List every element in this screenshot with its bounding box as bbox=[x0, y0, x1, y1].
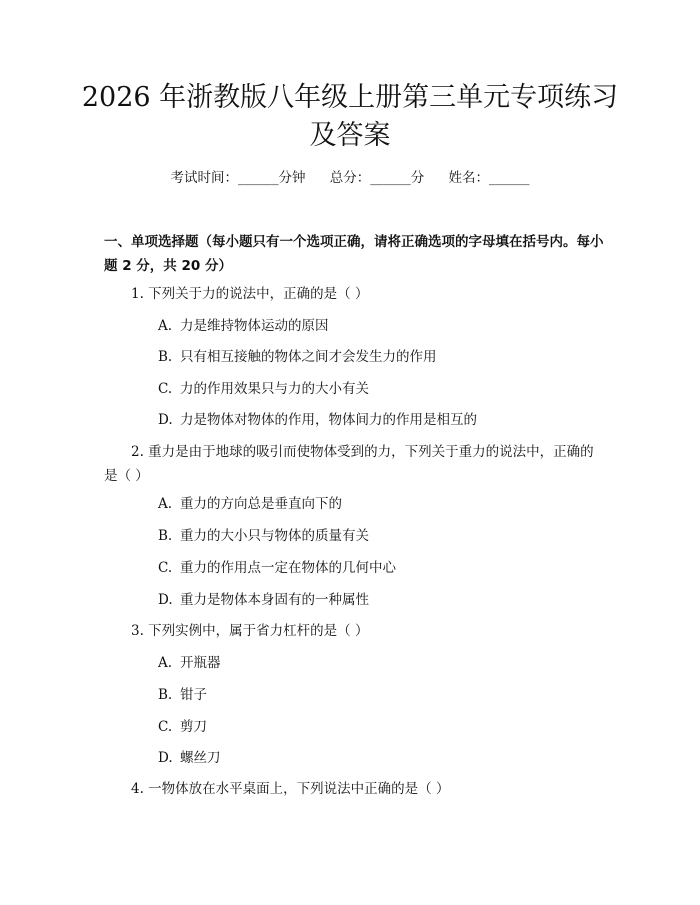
exam-time-field bbox=[170, 168, 305, 188]
option-letter: B. bbox=[158, 687, 173, 703]
option-text: 力的作用效果只与力的大小有关 bbox=[180, 381, 369, 397]
option-letter: B. bbox=[158, 528, 173, 544]
option-letter: A. bbox=[158, 318, 173, 334]
option-letter: D. bbox=[158, 592, 173, 608]
page-title-line-2: 及答案 bbox=[309, 120, 391, 151]
student-name-blank: ______ bbox=[489, 170, 530, 186]
option-letter: A. bbox=[158, 655, 173, 671]
option-text: 重力的大小只与物体的质量有关 bbox=[180, 528, 369, 544]
section-heading-single-choice: 一、单项选择题（每小题只有一个选项正确，请将正确选项的字母填在括号内。每小题 2 分，共 20 分） bbox=[104, 234, 604, 274]
exam-time-blank: ______ bbox=[237, 170, 279, 186]
total-score-field bbox=[330, 168, 425, 188]
option-letter: B. bbox=[158, 349, 173, 365]
option-text: 只有相互接触的物体之间才会发生力的作用 bbox=[180, 349, 437, 365]
option-text: 重力的作用点一定在物体的几何中心 bbox=[180, 560, 396, 576]
option-text: 螺丝刀 bbox=[180, 750, 221, 766]
student-name-field bbox=[449, 168, 530, 188]
option-letter: C. bbox=[158, 719, 173, 735]
student-name-label: 姓名： bbox=[448, 170, 490, 186]
exam-time-label: 考试时间： bbox=[170, 170, 238, 186]
question-2-option-a bbox=[158, 492, 598, 516]
page-title-line-1: 2026 年浙教版八年级上册第三单元专项练习 bbox=[81, 82, 619, 113]
question-2: 2. 重力是由于地球的吸引而使物体受到的力，下列关于重力的说法中，正确的是（ ） bbox=[104, 444, 594, 484]
question-3-option-b bbox=[158, 683, 598, 707]
option-letter: C. bbox=[158, 381, 173, 397]
question-1: 1. 下列关于力的说法中，正确的是（ ） bbox=[131, 286, 369, 302]
question-3-option-a bbox=[158, 651, 598, 675]
option-text: 重力的方向总是垂直向下的 bbox=[180, 496, 342, 512]
option-text: 钳子 bbox=[180, 687, 207, 703]
question-1-option-d bbox=[158, 408, 598, 432]
option-letter: C. bbox=[158, 560, 173, 576]
option-text: 力是物体对物体的作用，物体间力的作用是相互的 bbox=[180, 412, 477, 428]
question-2-option-b bbox=[158, 524, 598, 548]
exam-time-unit: 分钟 bbox=[278, 170, 306, 186]
question-4: 4. 一物体放在水平桌面上，下列说法中正确的是（ ） bbox=[131, 781, 450, 797]
question-3-option-c bbox=[158, 715, 598, 739]
option-letter: A. bbox=[158, 496, 173, 512]
question-3: 3. 下列实例中，属于省力杠杆的是（ ） bbox=[131, 623, 369, 639]
question-2-option-d bbox=[158, 588, 598, 612]
exam-info bbox=[0, 168, 700, 188]
total-score-label: 总分： bbox=[329, 170, 371, 186]
question-3-option-d bbox=[158, 746, 598, 770]
option-text: 力是维持物体运动的原因 bbox=[180, 318, 329, 334]
total-score-blank: ______ bbox=[370, 170, 411, 186]
total-score-unit: 分 bbox=[410, 170, 425, 186]
question-1-option-c bbox=[158, 377, 598, 401]
option-text: 重力是物体本身固有的一种属性 bbox=[180, 592, 369, 608]
option-text: 剪刀 bbox=[180, 719, 207, 735]
question-1-option-a bbox=[158, 314, 598, 338]
question-2-option-c bbox=[158, 556, 598, 580]
option-letter: D. bbox=[158, 750, 173, 766]
option-letter: D. bbox=[158, 412, 173, 428]
question-1-option-b bbox=[158, 345, 598, 369]
option-text: 开瓶器 bbox=[180, 655, 221, 671]
